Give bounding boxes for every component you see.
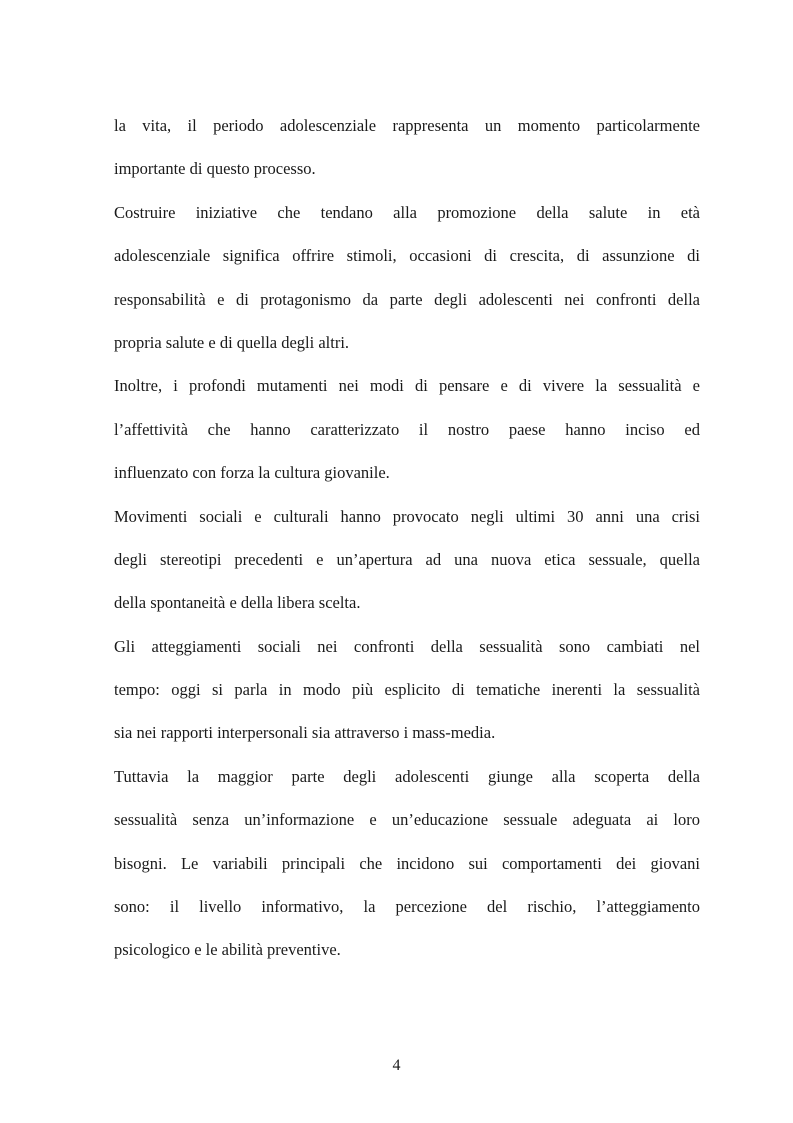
paragraph [114,759,700,976]
text-line: sia nei rapporti interpersonali sia attraverso i mass-media. [114,723,496,743]
paragraph [114,108,700,195]
text-line: l’affettività che hanno caratterizzato il nostro paese hanno inciso ed [114,419,700,439]
text-line: psicologico e le abilità preventive. [114,940,341,960]
text-line: Inoltre, i profondi mutamenti nei modi di pensare e di vivere la sessualità e [114,376,700,396]
paragraph [114,499,700,629]
text-line: influenzato con forza la cultura giovanile. [114,463,390,483]
text-line: della spontaneità e della libera scelta. [114,593,361,613]
text-line: tempo: oggi si parla in modo più esplicito di tematiche inerenti la sessualità [114,680,700,700]
text-line: Gli atteggiamenti sociali nei confronti della sessualità sono cambiati nel [114,636,700,656]
text-line: la vita, il periodo adolescenziale rappresenta un momento particolarmente [114,116,700,135]
text-line: Movimenti sociali e culturali hanno provocato negli ultimi 30 anni una crisi [114,506,700,526]
text-line: sessualità senza un’informazione e un’educazione sessuale adeguata ai loro [114,810,700,830]
body-text [114,108,700,976]
page-number: 4 [392,1057,401,1074]
text-line: propria salute e di quella degli altri. [114,332,350,352]
paragraph [114,195,700,369]
text-line: Tuttavia la maggior parte degli adolescenti giunge alla scoperta della [114,766,700,786]
paragraph [114,368,700,498]
text-line: Costruire iniziative che tendano alla promozione della salute in età [114,202,700,222]
text-line: bisogni. Le variabili principali che incidono sui comportamenti dei giovani [114,853,700,873]
text-line: adolescenziale significa offrire stimoli, occasioni di crescita, di assunzione di [114,246,700,266]
paragraph [114,629,700,759]
text-line: responsabilità e di protagonismo da parte degli adolescenti nei confronti della [114,289,700,309]
text-line: sono: il livello informativo, la percezione del rischio, l’atteggiamento [114,897,700,917]
text-line: degli stereotipi precedenti e un’apertura ad una nuova etica sessuale, quella [114,549,700,569]
text-line: importante di questo processo. [114,159,316,179]
